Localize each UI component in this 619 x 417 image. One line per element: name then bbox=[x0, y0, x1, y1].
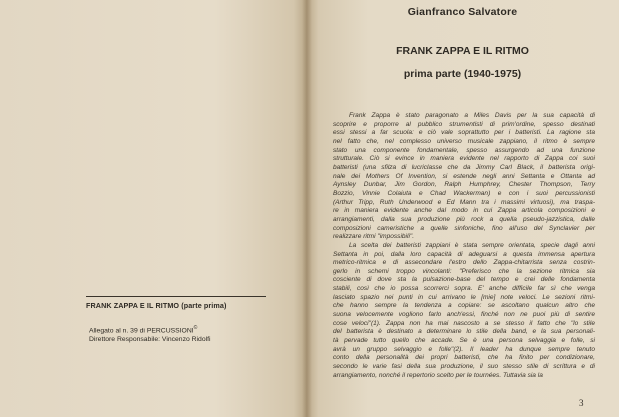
body-line: composizioni cameristiche a quelle sinfoniche, fino all'uso del Synclavier per bbox=[333, 224, 595, 232]
colophon-rule bbox=[86, 296, 266, 297]
body-line: che hanno sempre la tendenza a copiare: se ascoltano qualcun altro che bbox=[333, 302, 595, 310]
body-line: gerlo in schemi troppo vincolanti: "Preferisco che la sezione ritmica sia bbox=[333, 267, 595, 275]
body-line: arrangiamento, nonché il repertorio scelto per le tournées. Tuttavia sia la bbox=[333, 371, 543, 379]
body-line: Frank Zappa è stato paragonato a Miles Davis per la sua capacità di bbox=[349, 112, 595, 119]
colophon-title-paren: (parte prima) bbox=[181, 301, 227, 310]
body-line: secondo le varie fasi della sua produzione, il suo stesso stile di scrittura e di bbox=[333, 363, 595, 371]
article-title: FRANK ZAPPA E IL RITMO bbox=[396, 45, 529, 57]
author-name: Gianfranco Salvatore bbox=[407, 6, 518, 18]
colophon-supplement: Allegato al n. 39 di PERCUSSIONI bbox=[89, 327, 194, 335]
colophon-line-1 bbox=[86, 324, 276, 335]
body-line: stato una componente fondamentale, spesso assurgendo ad una funzione bbox=[333, 146, 595, 154]
article-body bbox=[333, 112, 595, 380]
colophon-title bbox=[86, 301, 276, 310]
body-line: Bozzio, Vinnie Colaiuta e Chad Wackerman) e con i suoi percussionisti bbox=[333, 189, 595, 197]
body-line: Aynsley Dunbar, Jim Gordon, Ralph Humphrey, Chester Thompson, Terry bbox=[333, 181, 595, 189]
body-line: suona velocemente vogliono farlo anch'essi, finché non ne puoi più di sentire bbox=[333, 311, 595, 319]
body-line: tà pervade tutto quello che accade. Se è una persona selvaggia e folle, si bbox=[333, 337, 595, 345]
body-line: lasciato spazio nei punti in cui arrivano le [mie] note veloci. Le sezioni ritmi- bbox=[333, 293, 595, 301]
body-line: avrà un gruppo selvaggio e folle"(2). Il leader ha dunque sempre tenuto bbox=[333, 345, 595, 353]
body-line: strutturale. Ciò si evince in maniera evidente nel rapporto di Zappa coi suoi bbox=[333, 155, 595, 163]
body-line: cose veloci"(1). Zappa non ha mai nascosto a se stesso il fatto che "lo stile bbox=[333, 319, 595, 327]
article-subtitle: prima parte (1940-1975) bbox=[403, 68, 522, 80]
body-line: nel fatto che, nel complesso universo musicale zappiano, il ritmo è sempre bbox=[333, 137, 595, 145]
body-line: essi stessi a far scuola: e ciò vale soprattutto per i batteristi. La ragione sta bbox=[333, 129, 595, 137]
body-line: batteristi (una sfilza di lucriclasse che da Jimmy Carl Black, il batterista origi- bbox=[333, 163, 595, 171]
copyright-mark: © bbox=[193, 325, 198, 331]
body-line: conto della personalità dei propri batteristi, che ha finito per condizionare, bbox=[333, 354, 595, 362]
body-line: del batterista è destinato a determinare lo stile della band, e la sua personali- bbox=[333, 328, 595, 336]
body-line: re in maniera evidente anche dal modo in cui Zappa articola composizioni e bbox=[333, 207, 595, 215]
body-line: nale dei Mothers Of Invention, si estende negli anni Settanta e Ottanta ad bbox=[333, 172, 595, 180]
book-gutter bbox=[302, 0, 312, 417]
body-line: realizzare ritmi "impossibili". bbox=[333, 233, 415, 241]
body-line: scoprire e proporre al pubblico strumentisti di prim'ordine, spesso destinati bbox=[333, 120, 595, 128]
colophon-title-main: FRANK ZAPPA E IL RITMO bbox=[86, 301, 180, 310]
body-line: arrangiamenti, dalla sua produzione più rock a quella pseudo-jazzistica, dalle bbox=[333, 215, 595, 223]
colophon-line-2: Direttore Responsabile: Vincenzo Ridolfi bbox=[89, 336, 211, 344]
page-number: 3 bbox=[579, 398, 584, 408]
body-line: La scelta dei batteristi zappiani è stata sempre orientata, specie dagli anni bbox=[349, 241, 595, 249]
body-line: metrico-ritmica e di assecondare l'estro dello Zappa-chitarrista senza costrin- bbox=[333, 259, 595, 267]
left-page bbox=[0, 0, 306, 417]
body-line: stabili, così che io possa scorrerci sopra. E' anche difficile far sì che venga bbox=[333, 285, 595, 293]
colophon bbox=[86, 296, 276, 344]
body-line: (Arthur Tripp, Ruth Underwood e Ed Mann tra i massimi virtuosi), ma traspa- bbox=[333, 198, 595, 206]
body-line: Settanta in poi, dalla loro capacità di adeguarsi a questa immensa apertura bbox=[333, 250, 595, 258]
body-line: cosciente di dove sta la pulsazione-base del tempo e crei delle fondamenta bbox=[333, 276, 595, 284]
